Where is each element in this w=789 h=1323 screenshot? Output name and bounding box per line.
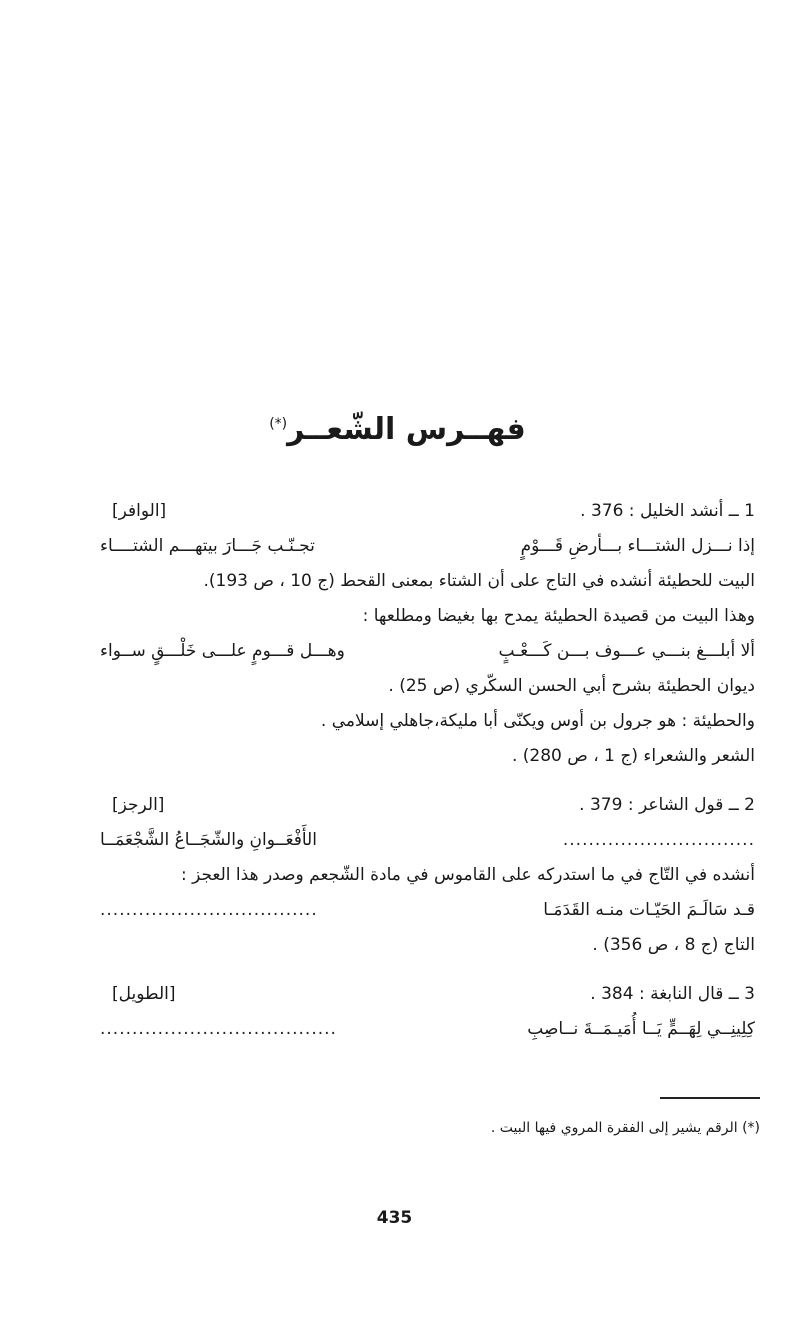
commentary-line: ديوان الحطيئة بشرح أبي الحسن السكّري (ص 25) . xyxy=(388,676,755,696)
verse-second-hemistich: الأَفْعَــوانِ والشّجَــاعُ الشَّجْعَمَــا xyxy=(100,830,317,850)
verse-first-hemistich: ألا أبلـــغ بنـــي عـــوف بـــن كَـــعْـبٍ xyxy=(498,641,755,661)
verse-elided-hemistich: .................................. xyxy=(100,900,318,920)
verse-elided-hemistich: ..................................... xyxy=(100,1019,337,1039)
entry-header: 3 ــ قال النابغة : 384 . xyxy=(590,984,755,1004)
commentary-line: أنشده في التّاج في ما استدركه على القاموس في مادة الشّجعم وصدر هذا العجز : xyxy=(180,865,755,885)
meter-label: [الرجز] xyxy=(112,795,165,815)
entry-header-row xyxy=(100,788,755,823)
verse-elided-hemistich: .............................. xyxy=(562,830,755,850)
verse-line xyxy=(100,634,755,669)
commentary-line: البيت للحطيئة أنشده في التاج على أن الشتاء بمعنى القحط (ج 10 ، ص 193). xyxy=(203,571,755,591)
commentary-line: الشعر والشعراء (ج 1 ، ص 280) . xyxy=(511,746,755,766)
title-footnote-mark: (*) xyxy=(269,416,288,432)
entry-header: 2 ــ قول الشاعر : 379 . xyxy=(579,795,755,815)
footnote: (*) الرقم يشير إلى الفقرة المروي فيها البيت . xyxy=(490,1120,760,1136)
index-entry-1 xyxy=(100,494,755,774)
verse-second-hemistich: وهـــل قـــومٍ علـــى خَلْـــقٍ ســواء xyxy=(100,641,345,661)
entry-header-row xyxy=(100,977,755,1012)
verse-first-hemistich: قـد سَالَـمَ الحَيّـات منـه القَدَمَـا xyxy=(543,900,755,920)
meter-label: [الطويل] xyxy=(112,984,176,1004)
page-number: 435 xyxy=(376,1208,413,1228)
meter-label: [الوافر] xyxy=(112,501,167,521)
verse-first-hemistich: كِلِينِــي لِهَــمٍّ يَــا أُمَيـمَــةَ نــاصِبِ xyxy=(527,1019,755,1039)
poetry-index xyxy=(100,494,755,1061)
index-entry-2 xyxy=(100,788,755,963)
title-text: فهــرس الشّعــر xyxy=(287,412,526,447)
commentary-line: وهذا البيت من قصيدة الحطيئة يمدح بها بغيضا ومطلعها : xyxy=(362,606,755,626)
entry-header: 1 ــ أنشد الخليل : 376 . xyxy=(580,501,755,521)
index-entry-3 xyxy=(100,977,755,1047)
verse-line xyxy=(100,529,755,564)
entry-header-row xyxy=(100,494,755,529)
verse-first-hemistich: إذا نـــزل الشتـــاء بـــأرضِ قَـــوْمٍ xyxy=(520,536,755,556)
verse-line xyxy=(100,1012,755,1047)
verse-line xyxy=(100,823,755,858)
commentary-line: التاج (ج 8 ، ص 356) . xyxy=(592,935,755,955)
footnote-divider xyxy=(660,1097,760,1099)
verse-second-hemistich: تجـنّـب جَـــارَ بيتهـــم الشتــــاء xyxy=(100,536,315,556)
page-title xyxy=(0,412,789,447)
verse-line xyxy=(100,893,755,928)
commentary-line: والحطيئة : هو جرول بن أوس ويكنّى أبا مليكة،جاهلي إسلامي . xyxy=(320,711,755,731)
